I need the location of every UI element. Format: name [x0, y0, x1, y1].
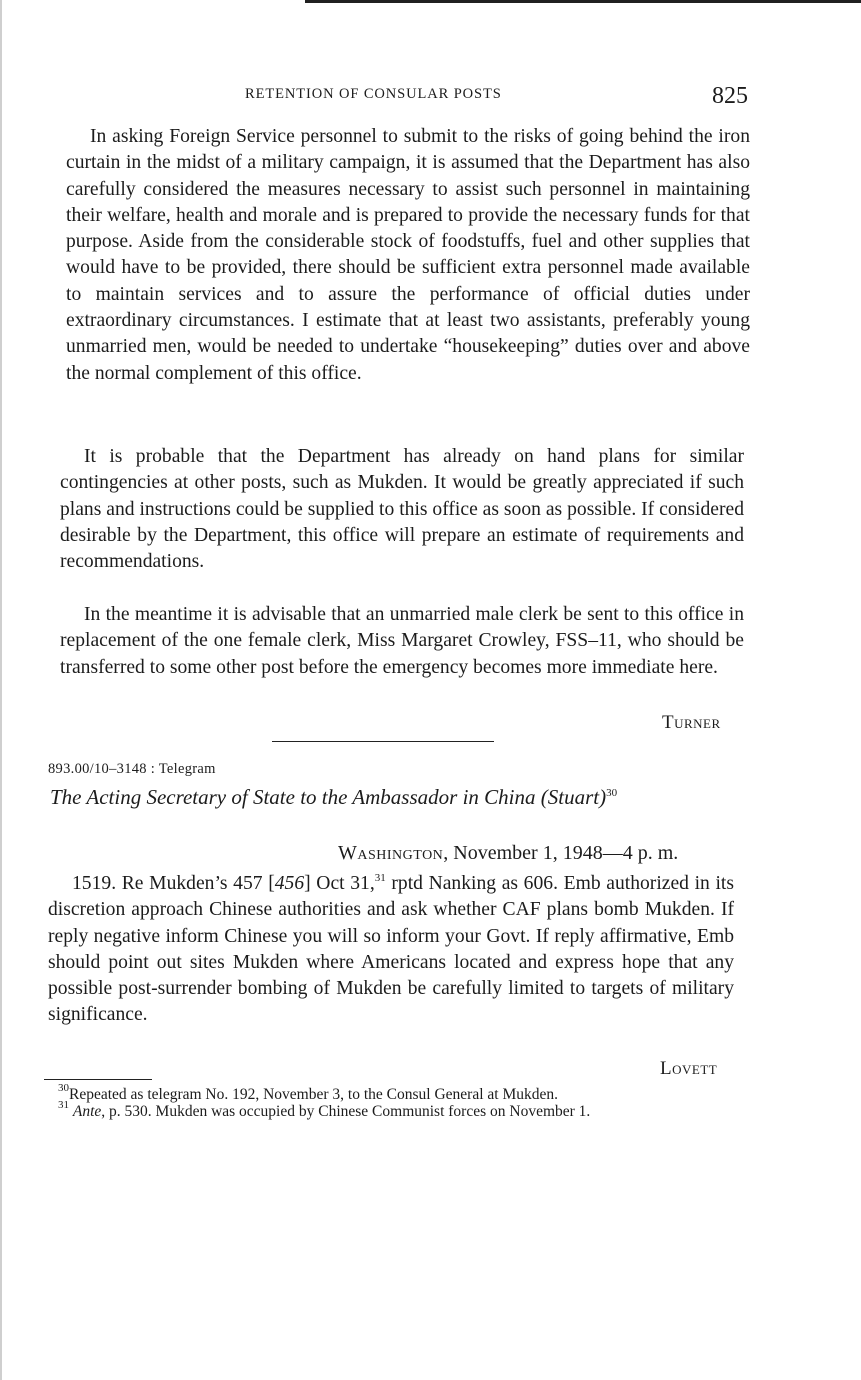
- section-divider: [272, 741, 494, 742]
- page-number: 825: [712, 83, 748, 109]
- running-title: RETENTION OF CONSULAR POSTS: [245, 86, 502, 102]
- telegram-text-bracket: 456: [274, 873, 305, 894]
- document-title: [50, 785, 617, 810]
- body-paragraph: It is probable that the Department has already on hand plans for similar contingencies at other posts, such as Mukden. It would be greatly appreciated if such plans and instructions could be supplied to this office as soon as possible. If considered desirable by the Department, this office will prepare an estimate of requirements and recommendations.: [60, 446, 744, 573]
- footnote-31: [44, 1099, 730, 1120]
- body-paragraph: In asking Foreign Service personnel to submit to the risks of going behind the iron curtain in the midst of a military campaign, it is assumed that the Department has also carefully considered the measures necessary to assist such personnel in maintaining their welfare, health and morale and is prepared to provide the necessary funds for that purpose. Aside from the considerable stock of foodstuffs, fuel and other supplies that would have to be provided, there should be sufficient extra personnel made available to maintain services and to assure the performance of official duties under extraordinary circumstances. I estimate that at least two assistants, preferably young unmarried men, would be needed to undertake “housekeeping” duties over and above the normal complement of this office.: [66, 126, 750, 384]
- footnote-ref-30: 30: [606, 787, 618, 799]
- document-title-text: The Acting Secretary of State to the Ambassador in China: [50, 785, 536, 809]
- signature-lovett: Lovett: [660, 1058, 718, 1079]
- telegram-text-part1: 1519. Re Mukden’s 457 [: [72, 873, 275, 894]
- footnotes: [44, 1082, 730, 1120]
- footnote-divider: [44, 1079, 152, 1080]
- dateline: [338, 842, 678, 865]
- telegram-text-part2: ] Oct 31,: [304, 873, 375, 894]
- signature-turner: Turner: [662, 712, 721, 733]
- telegram-text: [48, 871, 734, 1029]
- footnote-lead: Ante: [72, 1103, 102, 1120]
- file-reference: 893.00/10–3148 : Telegram: [48, 761, 216, 777]
- body-paragraph: In the meantime it is advisable that an unmarried male clerk be sent to this office in replacement of the one female clerk, Miss Margaret Crowley, FSS–11, who should be transferred to some other post before the emergency becomes more immediate here.: [60, 604, 744, 678]
- dateline-place: Washington: [338, 842, 444, 864]
- telegram-text-part3: rptd Nanking as 606. Emb authorized in its discretion approach Chinese authorities and ask whether CAF plans bomb Mukden. If reply negative inform Chinese you will so inform your Govt. If reply affirmative, Emb should point out sites Mukden where Americans located and express hope that any possible post-surrender bombing of Mukden be carefully limited to targets of military significance.: [48, 873, 734, 1026]
- footnote-text: , p. 530. Mukden was occupied by Chinese Communist forces on November 1.: [101, 1103, 591, 1120]
- footnote-number: 31: [58, 1099, 69, 1111]
- footnote-ref-31: 31: [374, 872, 386, 884]
- footnote-text: Repeated as telegram No. 192, November 3, to the Consul General at Mukden.: [69, 1086, 558, 1103]
- dateline-date: , November 1, 1948—4 p. m.: [443, 842, 679, 864]
- document-title-addressee: (Stuart): [540, 785, 607, 809]
- footnote-30: [44, 1082, 730, 1103]
- footnote-number: 30: [58, 1082, 69, 1094]
